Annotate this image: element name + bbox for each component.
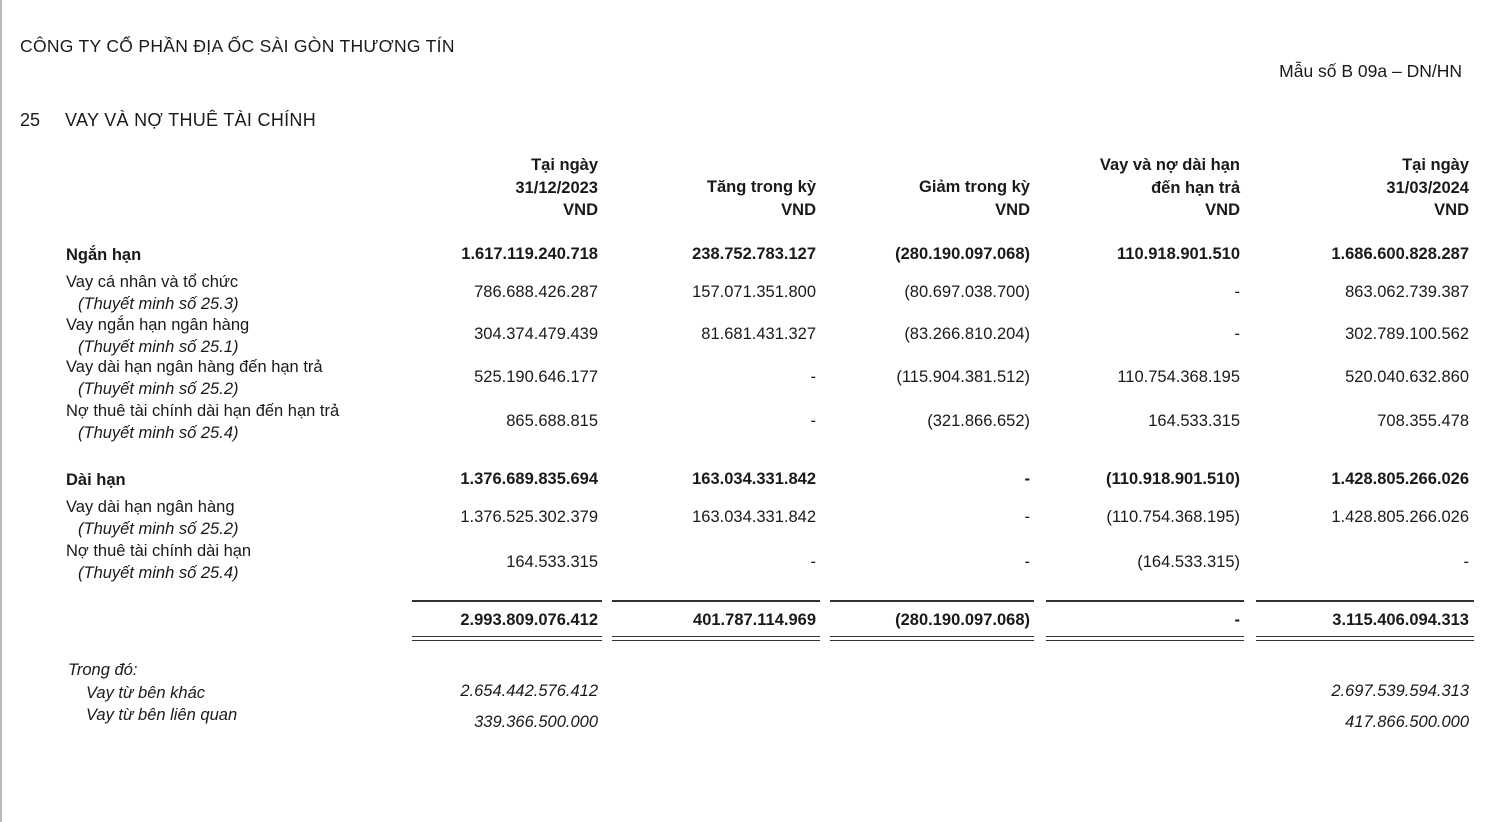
breakdown-related-opening: 339.366.500.000 bbox=[474, 713, 598, 731]
cell-lt-bank-increase: 163.034.331.842 bbox=[692, 508, 816, 526]
total-double-rule bbox=[612, 636, 820, 637]
cell-short-term-opening: 1.617.119.240.718 bbox=[461, 245, 598, 263]
row-label-individual-loans: Vay cá nhân và tổ chức (Thuyết minh số 25.3) bbox=[66, 273, 239, 313]
cell-st-bank-opening: 304.374.479.439 bbox=[474, 325, 598, 343]
cell-short-term-closing: 1.686.600.828.287 bbox=[1331, 245, 1469, 263]
cell-lt-bank-current: (110.754.368.195) bbox=[1106, 508, 1240, 526]
cell-lt-lease-increase: - bbox=[810, 553, 816, 571]
row-label-long-term: Dài hạn bbox=[66, 471, 126, 489]
total-decrease: (280.190.097.068) bbox=[895, 611, 1030, 629]
cell-individual-increase: 157.071.351.800 bbox=[692, 283, 816, 301]
section-title: VAY VÀ NỢ THUÊ TÀI CHÍNH bbox=[65, 110, 317, 130]
cell-long-term-current: (110.918.901.510) bbox=[1106, 470, 1240, 488]
form-code: Mẫu số B 09a – DN/HN bbox=[1279, 61, 1462, 81]
cell-lt-bank-decrease: - bbox=[1024, 508, 1030, 526]
total-double-rule bbox=[1256, 640, 1474, 641]
breakdown-heading: Trong đó: bbox=[68, 661, 138, 679]
cell-lease-due-decrease: (321.866.652) bbox=[927, 412, 1030, 430]
total-double-rule bbox=[412, 636, 602, 637]
cell-st-bank-decrease: (83.266.810.204) bbox=[904, 325, 1030, 343]
cell-lt-lease-opening: 164.533.315 bbox=[506, 553, 598, 571]
cell-lease-due-increase: - bbox=[810, 412, 816, 430]
total-top-rule bbox=[412, 600, 602, 602]
row-label-finance-lease-due: Nợ thuê tài chính dài hạn đến hạn trả (Thuyết minh số 25.4) bbox=[66, 402, 340, 442]
row-label-short-term-bank: Vay ngắn hạn ngân hàng (Thuyết minh số 25.1) bbox=[66, 316, 250, 356]
total-double-rule bbox=[830, 640, 1034, 641]
total-top-rule bbox=[830, 600, 1034, 602]
section-number: 25 bbox=[20, 110, 41, 130]
page-edge bbox=[0, 0, 2, 822]
cell-lt-lease-current: (164.533.315) bbox=[1137, 553, 1240, 571]
cell-long-term-increase: 163.034.331.842 bbox=[692, 470, 816, 488]
cell-short-term-increase: 238.752.783.127 bbox=[692, 245, 816, 263]
row-label-lt-bank-due: Vay dài hạn ngân hàng đến hạn trả (Thuyết minh số 25.2) bbox=[66, 358, 323, 398]
cell-individual-current: - bbox=[1234, 283, 1240, 301]
cell-short-term-current: 110.918.901.510 bbox=[1117, 245, 1240, 263]
breakdown-label-related: Vay từ bên liên quan bbox=[86, 706, 238, 724]
cell-lt-due-current: 110.754.368.195 bbox=[1117, 368, 1240, 386]
total-double-rule bbox=[412, 640, 602, 641]
cell-lt-bank-closing: 1.428.805.266.026 bbox=[1331, 508, 1469, 526]
cell-lease-due-current: 164.533.315 bbox=[1148, 412, 1240, 430]
cell-lt-due-opening: 525.190.646.177 bbox=[474, 368, 598, 386]
cell-lt-due-closing: 520.040.632.860 bbox=[1345, 368, 1469, 386]
row-label-lt-bank: Vay dài hạn ngân hàng (Thuyết minh số 25.2) bbox=[66, 498, 239, 538]
column-header-opening: Tại ngày 31/12/2023 VND bbox=[515, 156, 598, 219]
cell-lease-due-opening: 865.688.815 bbox=[506, 412, 598, 430]
cell-st-bank-current: - bbox=[1234, 325, 1240, 343]
cell-lease-due-closing: 708.355.478 bbox=[1377, 412, 1469, 430]
total-top-rule bbox=[612, 600, 820, 602]
cell-st-bank-increase: 81.681.431.327 bbox=[701, 325, 816, 343]
cell-lt-lease-decrease: - bbox=[1024, 553, 1030, 571]
total-current: - bbox=[1234, 611, 1240, 629]
cell-lt-due-decrease: (115.904.381.512) bbox=[896, 368, 1030, 386]
cell-lt-bank-opening: 1.376.525.302.379 bbox=[460, 508, 598, 526]
total-opening: 2.993.809.076.412 bbox=[460, 611, 598, 629]
breakdown-label-other: Vay từ bên khác bbox=[86, 684, 205, 702]
row-label-lt-finance-lease: Nợ thuê tài chính dài hạn (Thuyết minh số 25.4) bbox=[66, 542, 252, 582]
column-header-increase: Tăng trong kỳ VND bbox=[706, 178, 816, 219]
total-double-rule bbox=[1046, 636, 1244, 637]
column-header-decrease: Giảm trong kỳ VND bbox=[919, 178, 1030, 219]
cell-st-bank-closing: 302.789.100.562 bbox=[1345, 325, 1469, 343]
total-closing: 3.115.406.094.313 bbox=[1332, 611, 1469, 629]
company-name: CÔNG TY CỔ PHẦN ĐỊA ỐC SÀI GÒN THƯƠNG TÍN bbox=[20, 36, 455, 56]
row-label-short-term: Ngắn hạn bbox=[66, 246, 142, 264]
cell-individual-opening: 786.688.426.287 bbox=[474, 283, 598, 301]
column-header-current-portion: Vay và nợ dài hạn đến hạn trả VND bbox=[1099, 156, 1240, 219]
cell-long-term-opening: 1.376.689.835.694 bbox=[460, 470, 598, 488]
total-double-rule bbox=[612, 640, 820, 641]
total-double-rule bbox=[1256, 636, 1474, 637]
cell-long-term-closing: 1.428.805.266.026 bbox=[1331, 470, 1469, 488]
cell-lt-lease-closing: - bbox=[1463, 553, 1469, 571]
column-header-closing: Tại ngày 31/03/2024 VND bbox=[1386, 156, 1469, 219]
total-top-rule bbox=[1256, 600, 1474, 602]
cell-long-term-decrease: - bbox=[1024, 470, 1030, 488]
breakdown-other-opening: 2.654.442.576.412 bbox=[460, 682, 598, 700]
total-increase: 401.787.114.969 bbox=[693, 611, 816, 629]
breakdown-other-closing: 2.697.539.594.313 bbox=[1331, 682, 1469, 700]
total-double-rule bbox=[830, 636, 1034, 637]
total-top-rule bbox=[1046, 600, 1244, 602]
cell-individual-closing: 863.062.739.387 bbox=[1345, 283, 1469, 301]
cell-individual-decrease: (80.697.038.700) bbox=[904, 283, 1030, 301]
cell-lt-due-increase: - bbox=[810, 368, 816, 386]
total-double-rule bbox=[1046, 640, 1244, 641]
cell-short-term-decrease: (280.190.097.068) bbox=[895, 245, 1030, 263]
breakdown-related-closing: 417.866.500.000 bbox=[1345, 713, 1469, 731]
